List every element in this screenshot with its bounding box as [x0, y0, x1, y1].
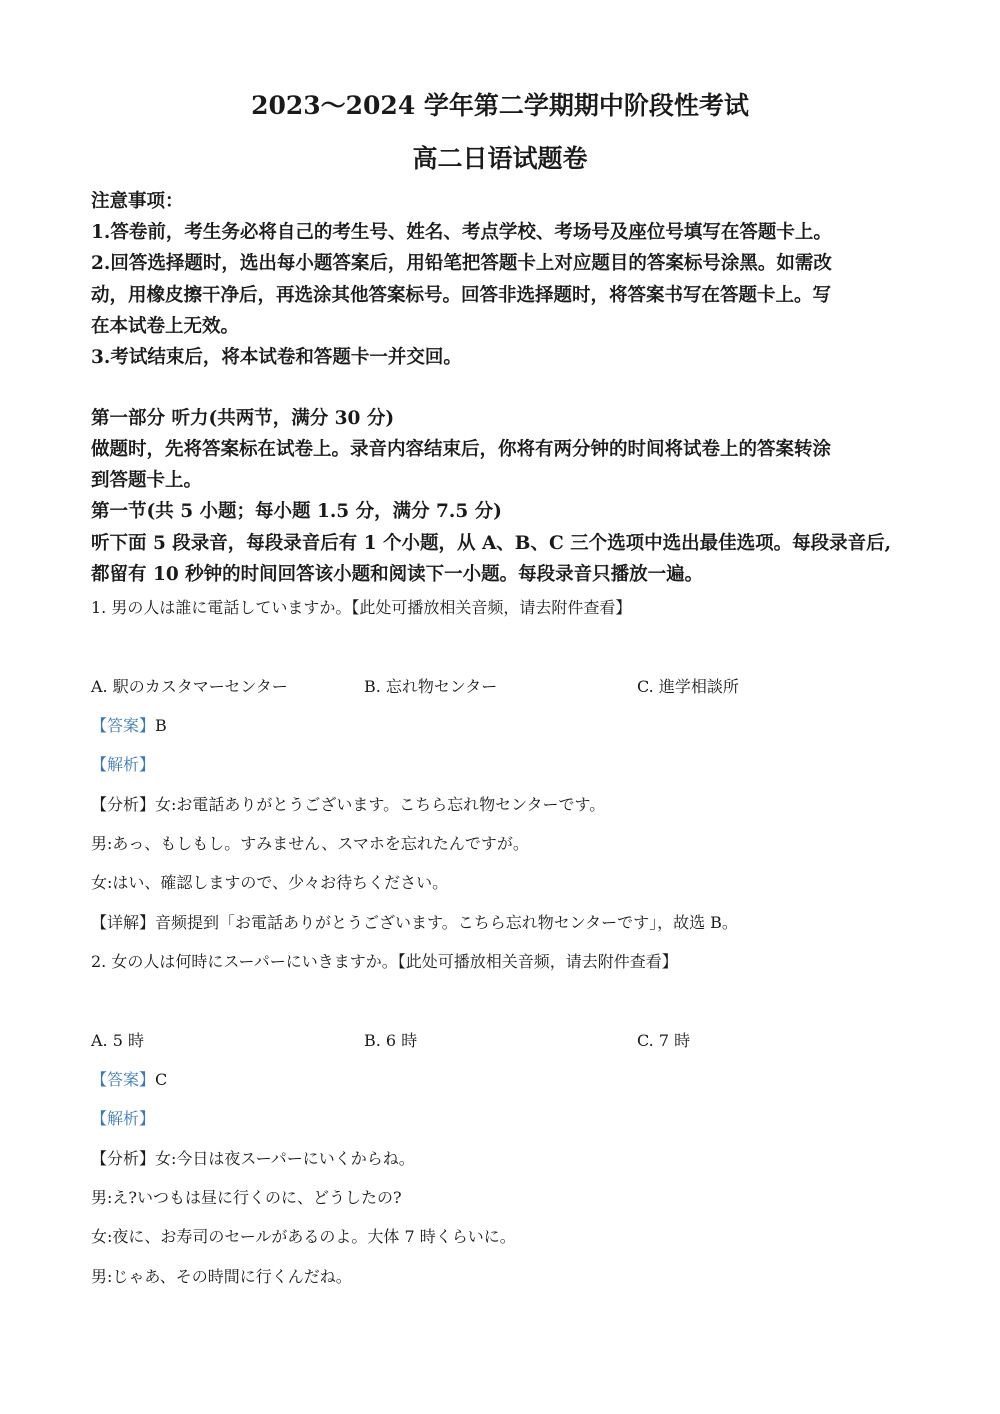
option-c: C. 7 時	[637, 1031, 691, 1050]
option-b: B. 忘れ物センター	[364, 677, 498, 696]
notes-line: 3.考试结束后，将本试卷和答题卡一并交回。	[91, 347, 462, 368]
answer-line	[91, 1067, 167, 1090]
question-prompt: 2. 女の人は何時にスーパーにいきますか。【此处可播放相关音频，请去附件查看】	[91, 952, 678, 971]
option-c: C. 進学相談所	[637, 677, 739, 696]
notes-line: 1.答卷前，考生务必将自己的考生号、姓名、考点学校、考场号及座位号填写在答题卡上。	[91, 222, 832, 243]
exam-title: 2023～2024 学年第二学期期中阶段性考试	[251, 91, 749, 120]
dialogue-line: 男:じゃあ、その時間に行くんだね。	[91, 1267, 352, 1286]
notes-heading: 注意事项：	[91, 191, 184, 212]
option-b: B. 6 時	[364, 1031, 418, 1050]
dialogue-line: 男:あっ、もしもし。すみません、スマホを忘れたんですが。	[91, 834, 529, 853]
dialogue-line: 女:夜に、お寿司のセールがあるのよ。大体 7 時くらいに。	[91, 1227, 516, 1246]
option-a: A. 5 時	[91, 1031, 144, 1050]
dialogue-line: 女:はい、確認しますので、少々お待ちください。	[91, 873, 449, 892]
section-instruction: 听下面 5 段录音，每段录音后有 1 个小题，从 A、B、C 三个选项中选出最佳选项。每段录音后,	[91, 533, 892, 554]
option-a: A. 駅のカスタマーセンター	[91, 677, 288, 696]
answer-label: 【答案】	[91, 716, 156, 735]
answer-label: 【答案】	[91, 1070, 156, 1089]
part1-instruction: 到答题卡上。	[91, 470, 203, 491]
notes-line: 2.回答选择题时，选出每小题答案后，用铅笔把答题卡上对应题目的答案标号涂黑。如需改	[91, 253, 832, 274]
notes-line: 在本试卷上无效。	[91, 316, 240, 337]
dialogue-line: 【分析】女:お電話ありがとうございます。こちら忘れ物センターです。	[91, 795, 606, 814]
question-prompt: 1. 男の人は誰に電話していますか。【此处可播放相关音频，请去附件查看】	[91, 598, 632, 617]
detail-line: 【详解】音频提到「お電話ありがとうございます。こちら忘れ物センターです」，故选 B。	[91, 913, 738, 932]
part1-instruction: 做题时，先将答案标在试卷上。录音内容结束后，你将有两分钟的时间将试卷上的答案转涂	[91, 439, 832, 460]
section-heading: 第一节(共 5 小题；每小题 1.5 分，满分 7.5 分)	[91, 501, 502, 522]
notes-line: 动，用橡皮擦干净后，再选涂其他答案标号。回答非选择题时，将答案书写在答题卡上。写	[91, 285, 832, 306]
dialogue-line: 【分析】女:今日は夜スーパーにいくからね。	[91, 1149, 415, 1168]
answer-value: B	[155, 716, 167, 735]
part1-heading: 第一部分 听力(共两节，满分 30 分)	[91, 408, 395, 429]
analysis-label: 【解析】	[91, 1109, 156, 1128]
section-instruction: 都留有 10 秒钟的时间回答该小题和阅读下一小题。每段录音只播放一遍。	[91, 564, 704, 585]
exam-subtitle: 高二日语试题卷	[412, 144, 588, 173]
dialogue-line: 男:え?いつもは昼に行くのに、どうしたの?	[91, 1188, 402, 1207]
analysis-label: 【解析】	[91, 755, 156, 774]
answer-line	[91, 713, 167, 736]
answer-value: C	[155, 1070, 168, 1089]
